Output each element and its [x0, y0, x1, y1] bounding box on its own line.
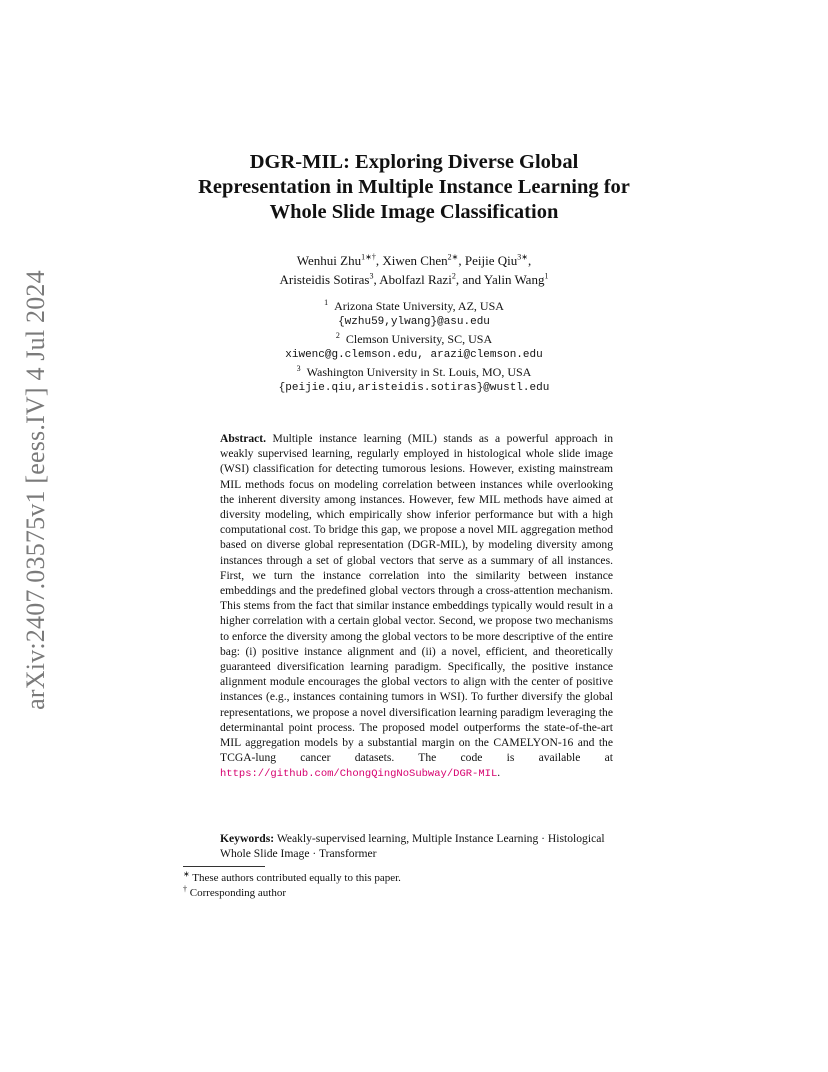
abstract-end: . — [497, 766, 501, 780]
arxiv-id-text: arXiv:2407.03575v1 [eess.IV] 4 Jul 2024 — [21, 270, 50, 710]
footnote-2 — [183, 883, 401, 901]
author-line-2 — [150, 270, 678, 289]
author-name: Wenhui Zhu — [296, 253, 362, 268]
code-link[interactable]: https://github.com/ChongQingNoSubway/DGR-MIL — [220, 768, 498, 781]
title-line-2: Representation in Multiple Instance Learning for — [198, 176, 630, 198]
footnote-mark: ∗ — [183, 869, 190, 879]
author-name: Peijie Qiu — [464, 253, 518, 268]
author-separator: , — [375, 253, 383, 268]
affiliation-2-email: xiwenc@g.clemson.edu, arazi@clemson.edu — [285, 349, 543, 362]
keywords — [220, 831, 613, 861]
affiliation-1 — [150, 298, 678, 314]
author-name: Yalin Wang — [483, 272, 545, 287]
author-affiliation-mark: 3∗ — [517, 252, 528, 262]
author-name: Aristeidis Sotiras — [279, 272, 370, 287]
author-separator: , — [458, 253, 465, 268]
footnote-text: These authors contributed equally to this paper. — [192, 872, 401, 884]
title-line-3: Whole Slide Image Classification — [269, 201, 559, 223]
author-list — [150, 251, 678, 289]
affiliation-3-email: {peijie.qiu,aristeidis.sotiras}@wustl.edu — [278, 382, 550, 395]
abstract — [220, 431, 613, 783]
author-affiliation-mark: 3 — [369, 271, 374, 281]
author-name: Xiwen Chen — [382, 253, 448, 268]
affiliation-1-email: {wzhu59,ylwang}@asu.edu — [338, 316, 490, 329]
author-separator: , — [373, 272, 380, 287]
author-separator: , — [527, 253, 532, 268]
author-affiliation-mark: 1 — [544, 271, 549, 281]
abstract-text: Multiple instance learning (MIL) stands as a powerful approach in weakly supervised learning, regularly employed in histological whole slide image (WSI) classification for detecting tumorous lesions. However, existing mainstream MIL methods focus on modeling correlation between instances while overlooking the inherent diversity among instances. However, few MIL methods have aimed at diversity modeling, which empirically show inferior performance but with a high computational cost. To bridge this gap, we propose a novel MIL aggregation method based on diverse global representation (DGR-MIL), by modeling diversity among instances through a set of global vectors that serve as a summary of all instances. First, we turn the instance correlation into the similarity between instance embeddings and the predefined global vectors through a cross-attention mechanism. This stems from the fact that similar instance embeddings typically would result in a higher correlation with a certain global vector. Second, we propose two mechanisms to enforce the diversity among the global vectors to be more descriptive of the entire bag: (i) positive instance alignment and (ii) a novel, efficient, and theoretically guaranteed diversification learning paradigm. Specifically, the positive instance alignment module encourages the global vectors to align with the center of positive instances (e.g., instances containing tumors in WSI). To further diversify the global representations, we propose a novel diversification learning paradigm leveraging the determinantal point process. The proposed model outperforms the state-of-the-art MIL aggregation models by a substantial margin on the CAMELYON-16 and the TCGA-lung cancer datasets. The code is available at — [220, 432, 613, 765]
affiliation-number: 3 — [296, 363, 301, 373]
affiliation-number: 1 — [324, 298, 329, 307]
keywords-label: Keywords: — [220, 832, 275, 845]
footnotes — [183, 871, 401, 900]
author-separator: , and — [455, 272, 484, 287]
author-affiliation-mark: 2 — [451, 271, 456, 281]
author-affiliation-mark: 1∗† — [361, 252, 376, 262]
footnote-1 — [183, 871, 401, 886]
affiliation-2 — [150, 331, 678, 347]
affiliations — [150, 298, 678, 396]
author-name: Abolfazl Razi — [379, 272, 452, 287]
arxiv-identifier — [10, 270, 62, 710]
footnote-text: Corresponding author — [189, 886, 286, 899]
author-line-1 — [150, 251, 678, 270]
affiliation-name: Washington University in St. Louis, MO, USA — [306, 364, 532, 379]
title-line-1: DGR-MIL: Exploring Diverse Global — [249, 151, 579, 173]
footnote-mark: † — [183, 883, 187, 893]
affiliation-number: 2 — [335, 330, 340, 340]
abstract-label: Abstract. — [220, 432, 267, 445]
affiliation-name: Arizona State University, AZ, USA — [334, 299, 504, 313]
affiliation-name: Clemson University, SC, USA — [345, 331, 493, 346]
paper-title — [150, 150, 678, 225]
author-affiliation-mark: 2∗ — [447, 252, 459, 262]
keywords-text: Weakly-supervised learning, Multiple Instance Learning · Histological Whole Slide Image · Transformer — [220, 832, 605, 861]
footnote-divider — [183, 866, 265, 867]
affiliation-3 — [150, 364, 678, 380]
